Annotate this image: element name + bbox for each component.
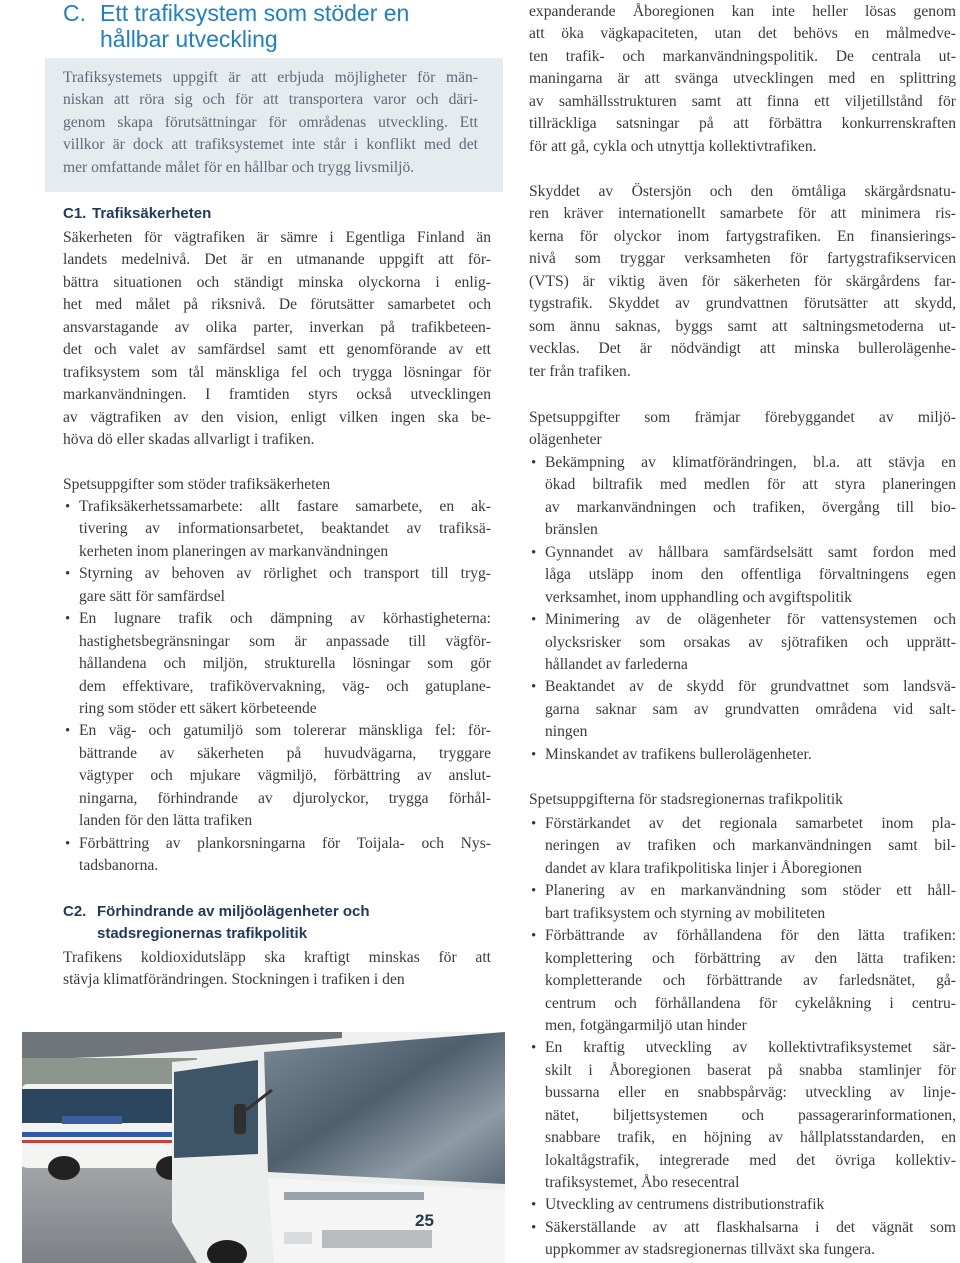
continued-paragraph bbox=[529, 1, 956, 158]
bus-photo-graphic bbox=[22, 1032, 505, 1263]
list-item-line: dandet av klara trafikpolitiska linjer i Åboregionen bbox=[545, 859, 862, 877]
list-item-line: Bekämpning av klimatförändringen, bl.a. att stävja en bbox=[545, 454, 956, 471]
baltic-paragraph bbox=[529, 181, 956, 383]
bullet-list-item bbox=[529, 1037, 956, 1194]
c1-paragraph bbox=[63, 227, 491, 451]
list-item-line: olycksrisker som orsakas av sjötrafiken och upprätt- bbox=[545, 633, 956, 651]
city-tasks-heading bbox=[529, 789, 956, 811]
section-label: C2. bbox=[63, 903, 87, 920]
bullet-list-item bbox=[529, 542, 956, 609]
bullet-icon bbox=[531, 1037, 536, 1059]
paragraph-line: vecklas. Det är nödvändigt att minska bullerolägenhe- bbox=[529, 340, 956, 358]
list-item-line: men, fotgängarmiljö utan hinder bbox=[545, 1016, 747, 1034]
bullet-icon bbox=[65, 496, 70, 518]
bus-photo bbox=[22, 1032, 505, 1263]
list-item-line: neringen av trafiken och markanvändningen samt bil- bbox=[545, 837, 956, 855]
paragraph-line: stävja klimatförändringen. Stockningen i trafiken i den bbox=[63, 971, 405, 989]
bullet-icon bbox=[65, 833, 70, 855]
bullet-list-item bbox=[529, 676, 956, 743]
chapter-title-line: Ett trafiksystem som stöder en bbox=[100, 0, 410, 26]
paragraph-line: Trafikens koldioxidutsläpp ska kraftigt minskas för att bbox=[63, 949, 491, 966]
list-item-line: hållandena och miljön, strukturella lösningar som gör bbox=[79, 655, 491, 673]
section-title-line: stadsregionernas trafikpolitik bbox=[97, 925, 308, 943]
list-item-line: tivering av informationsarbetet, beaktandet av trafiksä- bbox=[79, 520, 491, 538]
bullet-list-item bbox=[63, 720, 491, 832]
bullet-icon bbox=[531, 1217, 536, 1239]
bullet-icon bbox=[531, 542, 536, 564]
list-item-line: nätet, biljettsystemen och passagerarinformationen, bbox=[545, 1106, 956, 1124]
list-item-line: Trafiksäkerhetssamarbete: allt fastare samarbete, en ak- bbox=[79, 498, 491, 515]
intro-line: mer omfattande målet för en hållbar och trygg livsmiljö. bbox=[63, 158, 415, 176]
list-item-line: Beaktandet av de skydd för grundvattnet som landsvä- bbox=[545, 678, 956, 696]
list-item-line: Gynnandet av hållbara samfärdselsätt samt fordon med bbox=[545, 543, 956, 561]
bullet-icon bbox=[531, 676, 536, 698]
env-tasks-list bbox=[529, 452, 956, 766]
list-heading-line: Spetsuppgifter som stöder trafiksäkerheten bbox=[63, 476, 331, 493]
paragraph-line: nivå som tryggar verksamheten för fartygstrafikservicen bbox=[529, 250, 956, 268]
intro-box bbox=[45, 58, 503, 192]
list-item-line: bättrande av säkerheten på huvudvägarna, tryggare bbox=[79, 744, 491, 762]
list-item-line: centrum och förhållandena för cykelåkning i centru- bbox=[545, 994, 956, 1012]
c1-tasks-heading bbox=[63, 474, 491, 496]
list-item-line: tadsbanorna. bbox=[79, 857, 159, 874]
paragraph-line: som ännu saknas, byggs samt att saltningsmetoderna ut- bbox=[529, 317, 956, 335]
bullet-icon bbox=[65, 563, 70, 585]
c1-tasks-list bbox=[63, 496, 491, 877]
list-item-line: bart trafiksystem och styrning av mobiliteten bbox=[545, 904, 826, 922]
list-item-line: ningen bbox=[545, 723, 588, 741]
paragraph-line: tillräckliga satsningar på att förbättra konkurrenskraften bbox=[529, 115, 956, 133]
list-item-line: En kraftig utveckling av kollektivtrafiksystemet sär- bbox=[545, 1039, 956, 1057]
paragraph-line: att öka vägkapaciteten, utan det behövs en målmedve- bbox=[529, 25, 956, 43]
bullet-list-item bbox=[529, 1217, 956, 1262]
paragraph-line: ten trafik- och markanvändningspolitik. De centrala ut- bbox=[529, 47, 956, 65]
bullet-icon bbox=[531, 880, 536, 902]
list-item-line: En lugnare trafik och dämpning av körhastigheterna: bbox=[79, 610, 491, 628]
section-label: C1. bbox=[63, 205, 87, 222]
bullet-list-item bbox=[63, 563, 491, 608]
bullet-icon bbox=[65, 720, 70, 742]
intro-line: genom skapa förutsättningar för områdenas utveckling. Ett bbox=[63, 113, 478, 131]
intro-line: Trafiksystemets uppgift är att erbjuda möjligheter för män- bbox=[63, 69, 478, 86]
bullet-icon bbox=[531, 744, 536, 766]
bullet-list-item bbox=[529, 813, 956, 880]
list-item-line: kerheten inom planeringen av markanvändningen bbox=[79, 542, 389, 560]
list-item-line: ningarna, förhindrande av djurolyckor, trygga förhål- bbox=[79, 789, 491, 807]
paragraph-line: av samhällsstrukturen samt att finna ett viljetillstånd för bbox=[529, 92, 956, 110]
intro-paragraph bbox=[63, 67, 478, 179]
list-item-line: Förstärkandet av det regionala samarbetet inom pla- bbox=[545, 815, 956, 832]
bullet-icon bbox=[531, 1194, 536, 1216]
list-item-line: dem effektivare, trafikövervakning, väg- och gatuplane- bbox=[79, 677, 491, 695]
list-item-line: hastighetsbegränsningar som är anpassade till vägför- bbox=[79, 632, 491, 650]
list-item-line: verksamhet, inom upphandling och avgiftspolitik bbox=[545, 588, 853, 606]
list-item-line: En väg- och gatumiljö som tolererar mänskliga fel: för- bbox=[79, 722, 491, 740]
list-item-line: komplettering och förbättring av den lätta trafiken: bbox=[545, 949, 956, 967]
c2-paragraph bbox=[63, 947, 491, 992]
list-heading-line: Spetsuppgifterna för stadsregionernas trafikpolitik bbox=[529, 791, 843, 808]
paragraph-line: tygstrafik. Skyddet av grundvattnen förutsätter att skydd, bbox=[529, 295, 956, 313]
paragraph-line: det och valet av samfärdsel samt ett genomförande av ett bbox=[63, 341, 491, 359]
bullet-list-item bbox=[529, 925, 956, 1037]
section-title: Trafiksäkerheten bbox=[92, 205, 212, 222]
left-column bbox=[63, 0, 491, 1032]
section-title bbox=[97, 901, 370, 946]
bullet-list-item bbox=[529, 609, 956, 676]
bullet-icon bbox=[531, 452, 536, 474]
paragraph-line: ansvarstagande av olika parter, inverkan på trafikbeteen- bbox=[63, 318, 491, 336]
paragraph-line: expanderande Åboregionen kan inte heller lösas genom bbox=[529, 3, 956, 20]
list-item-line: trafiksystemet, Åbo resecentral bbox=[545, 1174, 740, 1191]
intro-line: niskan att röra sig och för att transportera varor och däri- bbox=[63, 91, 478, 109]
bullet-list-item bbox=[529, 1194, 956, 1216]
paragraph-line: trafiksystem som tål mänskliga fel och trygga lösningar för bbox=[63, 363, 491, 381]
list-item-line: landen för den lätta trafiken bbox=[79, 812, 253, 830]
bullet-list-item bbox=[529, 452, 956, 542]
list-item-line: Förbättrande av förhållandena för den lätta trafiken: bbox=[545, 927, 956, 945]
env-tasks-heading bbox=[529, 407, 956, 452]
paragraph-line: het med målet på riksnivå. De förutsätter samarbetet och bbox=[63, 296, 491, 314]
paragraph-line: bättra situationen och ständigt minska olyckorna i enlig- bbox=[63, 273, 491, 291]
list-item-line: låga utsläpp inom den offentliga förvaltningens egen bbox=[545, 566, 956, 584]
bullet-list-item bbox=[63, 833, 491, 878]
list-item-line: Säkerställande av att flaskhalsarna i det vägnät som bbox=[545, 1218, 956, 1236]
list-item-line: bussarna eller en snabbspårväg: utveckling av linje- bbox=[545, 1084, 956, 1102]
paragraph-line: för att gå, cykla och utnyttja kollektivtrafiken. bbox=[529, 137, 817, 155]
bullet-icon bbox=[531, 813, 536, 835]
paragraph-line: landets medelnivå. Det är en utmanande uppgift att för- bbox=[63, 251, 491, 269]
section-title-line: Förhindrande av miljöolägenheter och bbox=[97, 903, 370, 920]
chapter-label: C. bbox=[63, 0, 86, 26]
list-item-line: av markanvändningen och trafiken, övergång till bio- bbox=[545, 498, 956, 516]
paragraph-line: markanvändningen. I framtiden styrs också utvecklingen bbox=[63, 386, 491, 404]
list-heading-line: Spetsuppgifter som främjar förebyggandet av miljö- bbox=[529, 409, 956, 426]
paragraph-line: Skyddet av Östersjön och den ömtåliga skärgårdsnatu- bbox=[529, 183, 956, 200]
bullet-icon bbox=[531, 925, 536, 947]
list-item-line: hållandet av farlederna bbox=[545, 655, 688, 673]
list-item-line: ring som stöder ett säkert körbeteende bbox=[79, 699, 317, 717]
right-column bbox=[529, 0, 956, 1263]
city-tasks-list bbox=[529, 813, 956, 1262]
list-item-line: Utveckling av centrumens distributionstrafik bbox=[545, 1196, 825, 1214]
list-item-line: uppkommer av stadsregionernas tillväxt ska fungera. bbox=[545, 1241, 875, 1259]
list-item-line: Styrning av behoven av rörlighet och transport till tryg- bbox=[79, 565, 491, 583]
bullet-list-item bbox=[529, 744, 956, 766]
paragraph-line: av vägtrafiken av den vision, enligt vilken ingen ska be- bbox=[63, 408, 491, 426]
chapter-title-line: hållbar utveckling bbox=[100, 26, 278, 52]
list-item-line: snabbare trafik, en höjning av hållplatsstandarden, en bbox=[545, 1129, 956, 1147]
list-item-line: gare sätt för samfärdsel bbox=[79, 587, 225, 605]
chapter-title bbox=[100, 0, 409, 52]
paragraph-line: kerna för olyckor inom fartygstrafiken. En finansierings- bbox=[529, 227, 956, 245]
list-item-line: bränslen bbox=[545, 521, 598, 539]
bus-mirror bbox=[234, 1104, 246, 1134]
list-item-line: ökad biltrafik med medlen för att styra planeringen bbox=[545, 476, 956, 494]
list-item-line: Minskandet av trafikens bullerolägenheter. bbox=[545, 745, 812, 763]
list-item-line: Förbättring av plankorsningarna för Toijala- och Nys- bbox=[79, 834, 491, 852]
list-item-line: kompletterande och förbättrande av farledsnätet, gå- bbox=[545, 972, 956, 990]
paragraph-line: ren kräver internationellt samarbete för att minimera ris- bbox=[529, 205, 956, 223]
bullet-list-item bbox=[529, 880, 956, 925]
list-item-line: Minimering av de olägenheter för vattensystemen och bbox=[545, 611, 956, 629]
bullet-list-item bbox=[63, 608, 491, 720]
list-item-line: skilt i Åboregionen baserat på snabba stamlinjer för bbox=[545, 1061, 956, 1079]
paragraph-line: maningarna är att svänga utvecklingen med en splittring bbox=[529, 70, 956, 88]
bullet-icon bbox=[531, 609, 536, 631]
list-item-line: garna saknar sam av grundvatten områdena vid salt- bbox=[545, 700, 956, 718]
paragraph-line: ter från trafiken. bbox=[529, 362, 631, 380]
paragraph-line: höva dö eller skadas allvarligt i trafiken. bbox=[63, 430, 315, 448]
paragraph-line: (VTS) är viktig även för säkerheten för skärgårdens far- bbox=[529, 272, 956, 290]
list-item-line: lokaltågstrafik, integrerade med det övriga kollektiv- bbox=[545, 1151, 956, 1169]
paragraph-line: Säkerheten för vägtrafiken är sämre i Egentliga Finland än bbox=[63, 229, 491, 246]
list-item-line: vägtyper och mjukare vägmiljö, förbättring av anslut- bbox=[79, 767, 491, 785]
intro-line: villkor är dock att trafiksystemet inte står i konflikt med det bbox=[63, 136, 478, 154]
bus-number: 25 bbox=[415, 1211, 434, 1230]
bullet-icon bbox=[65, 608, 70, 630]
list-heading-line: olägenheter bbox=[529, 431, 602, 449]
list-item-line: Planering av en markanvändning som stöder ett håll- bbox=[545, 882, 956, 900]
bullet-list-item bbox=[63, 496, 491, 563]
bus-windshield bbox=[264, 1032, 505, 1184]
right-bus bbox=[172, 1032, 505, 1263]
